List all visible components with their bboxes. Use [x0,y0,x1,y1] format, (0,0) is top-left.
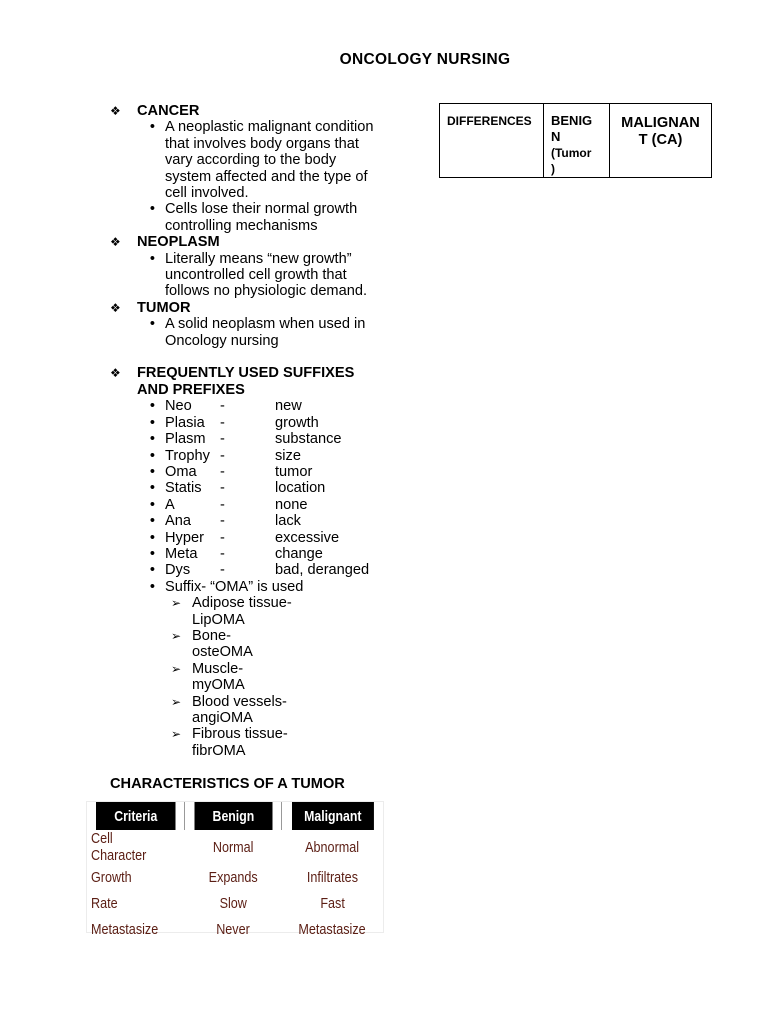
section-heading: ❖ TUMOR [110,299,191,316]
list-item: • A solid neoplasm when used in Oncology nursing [110,316,400,349]
oma-example: ➢ Fibrous tissue- fibrOMA [110,726,400,759]
arrow-bullet-icon: ➢ [170,694,181,709]
list-item: • Suffix- “OMA” is used [110,579,400,595]
tumor-characteristics-table [87,802,383,938]
suffix-item: • Neo - new [110,398,400,414]
table-row: Cell Character Normal Abnormal [91,830,360,864]
column-header: Malignant [291,802,374,830]
diamond-bullet-icon: ❖ [110,300,121,315]
benign-header: BENIG N (Tumor ) [544,104,610,178]
section-heading: ❖ FREQUENTLY USED SUFFIXES AND PREFIXES [110,365,355,398]
notes-column [110,103,400,759]
section-heading: ❖ NEOPLASM [110,234,220,251]
bullet-icon [110,448,165,464]
table-row: Growth Expands Infiltrates [91,868,358,886]
bullet-icon [110,579,165,595]
suffix-item: • Oma - tumor [110,464,400,480]
arrow-bullet-icon: ➢ [170,727,181,742]
suffix-item: • Hyper - excessive [110,530,400,546]
suffix-item: • Plasm - substance [110,431,400,447]
arrow-bullet-icon: ➢ [170,661,181,676]
malignant-header: MALIGNAN T (CA) [610,104,712,178]
suffix-item: • Ana - lack [110,513,400,529]
suffix-item: • Dys - bad, deranged [110,562,400,578]
oma-example: ➢ Bone- osteOMA [110,628,400,661]
bullet-icon [110,530,165,546]
suffix-item: • Meta - change [110,546,400,562]
table-row: Metastasize Never Metastasize [91,920,367,938]
diamond-bullet-icon: ❖ [110,366,121,381]
suffix-item: • A - none [110,497,400,513]
bullet-icon [110,480,165,496]
bullet-icon [110,431,165,447]
arrow-bullet-icon: ➢ [170,628,181,643]
bullet-icon [110,316,165,349]
oma-example: ➢ Blood vessels- angiOMA [110,694,400,727]
column-header: Benign [194,802,273,830]
section-heading: ❖ CANCER [110,103,200,119]
list-item: • A neoplastic malignant condition that involves body organs that vary according to the body system affected and the type of cell involved. [110,119,400,201]
list-item: • Literally means “new growth” uncontrolled cell growth that follows no physiologic demand. [110,251,400,300]
bullet-icon [110,415,165,431]
tumor-section-title: CHARACTERISTICS OF A TUMOR [110,776,345,792]
page-title: ONCOLOGY NURSING [339,51,511,68]
column-header: Criteria [96,802,176,830]
bullet-icon [110,251,165,300]
suffix-item: • Statis - location [110,480,400,496]
diamond-bullet-icon: ❖ [110,104,121,118]
differences-table [439,103,712,178]
oma-example: ➢ Muscle- myOMA [110,661,400,694]
bullet-icon [110,513,165,529]
bullet-icon [110,546,165,562]
bullet-icon [110,464,165,480]
arrow-bullet-icon: ➢ [170,596,181,611]
table-row: Rate Slow Fast [91,894,345,912]
list-item: • Cells lose their normal growth controlling mechanisms [110,201,400,234]
bullet-icon [110,562,165,578]
bullet-icon [110,201,165,234]
differences-header: DIFFERENCES [440,104,544,178]
diamond-bullet-icon: ❖ [110,235,121,250]
table-header-row [87,802,383,830]
suffix-item: • Plasia - growth [110,415,400,431]
bullet-icon [110,497,165,513]
suffix-item: • Trophy - size [110,448,400,464]
bullet-icon [110,119,165,201]
oma-example: ➢ Adipose tissue- LipOMA [110,595,400,628]
bullet-icon [110,398,165,414]
